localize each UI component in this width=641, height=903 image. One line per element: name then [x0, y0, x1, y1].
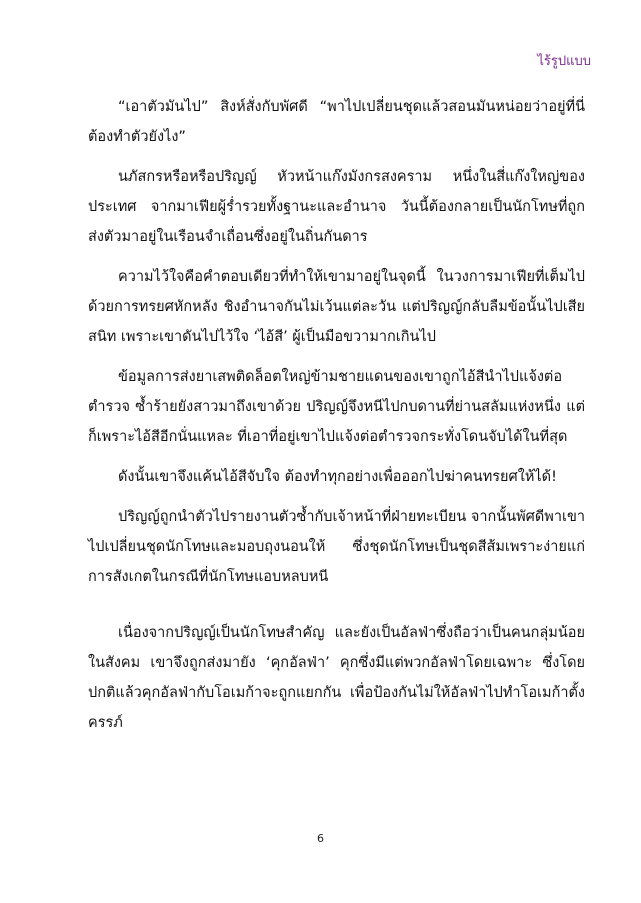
paragraph-4: ข้อมูลการส่งยาเสพติดล็อตใหญ่ข้ามชายแดนของเขาถูกไอ้สีนำไปแจ้งต่อตำรวจ ซ้ำร้ายยังสาวมาถึงเขาด้วย ปริญญ์จึงหนีไปกบดานที่ย่านสลัมแห่งหนึ่ง แต่ก็เพราะไอ้สีอีกนั่นแหละ ที่เอาที่อยู่เขาไปแจ้งต่อตำรวจกระทั่งโดนจับได้ในที่สุด — [88, 369, 585, 445]
paragraph-6: ปริญญ์ถูกนำตัวไปรายงานตัวซ้ำกับเจ้าหน้าที่ฝ่ายทะเบียน จากนั้นพัศดีพาเขาไปเปลี่ยนชุดนักโทษและมอบถุงนอนให้ ซึ่งชุดนักโทษเป็นชุดสีส้มเพราะง่ายแก่การสังเกตในกรณีที่นักโทษแอบหลบหนี — [88, 509, 586, 585]
page-number: 6 — [317, 832, 324, 845]
paragraph-7: เนื่องจากปริญญ์เป็นนักโทษสำคัญ และยังเป็นอัลฟ่าซึ่งถือว่าเป็นคนกลุ่มน้อยในสังคม เขาจึงถูกส่งมายัง ‘คุกอัลฟ่า’ คุกซึ่งมีแต่พวกอัลฟ่าโดยเฉพาะ ซึ่งโดยปกติแล้วคุกอัลฟ่ากับโอเมก้าจะถูกแยกกัน เพื่อป้องกันไม่ให้อัลฟ่าไปทำโอเมก้าตั้งครรภ์ — [88, 625, 585, 731]
paragraph-3: ความไว้ใจคือคำตอบเดียวที่ทำให้เขามาอยู่ในจุดนี้ ในวงการมาเฟียที่เต็มไปด้วยการทรยศหักหลัง ชิงอำนาจกันไม่เว้นแต่ละวัน แต่ปริญญ์กลับลืมข้อนั้นไปเสียสนิท เพราะเขาดันไปไว้ใจ ‘ไอ้สี’ ผู้เป็นมือขวามากเกินไป — [88, 269, 585, 345]
paragraph-5: ดังนั้นเขาจึงแค้นไอ้สีจับใจ ต้องทำทุกอย่างเพื่อออกไปฆ่าคนทรยศให้ได้! — [118, 469, 557, 485]
paragraph-2: นภัสกรหรือหรือปริญญ์ หัวหน้าแก๊งมังกรสงคราม หนึ่งในสี่แก๊งใหญ่ของประเทศ จากมาเฟียผู้ร่ำรวยทั้งฐานะและอำนาจ วันนี้ต้องกลายเป็นนักโทษที่ถูกส่งตัวมาอยู่ในเรือนจำเถื่อนซึ่งอยู่ในถิ่นกันดาร — [88, 169, 585, 245]
body-text — [88, 92, 585, 748]
paragraph-1: “เอาตัวมันไป” สิงห์สั่งกับพัศดี “พาไปเปลี่ยนชุดแล้วสอนมันหน่อยว่าอยู่ที่นี่ต้องทำตัวยังไง” — [88, 99, 585, 145]
running-header: ไร้รูปแบบ — [537, 54, 591, 69]
